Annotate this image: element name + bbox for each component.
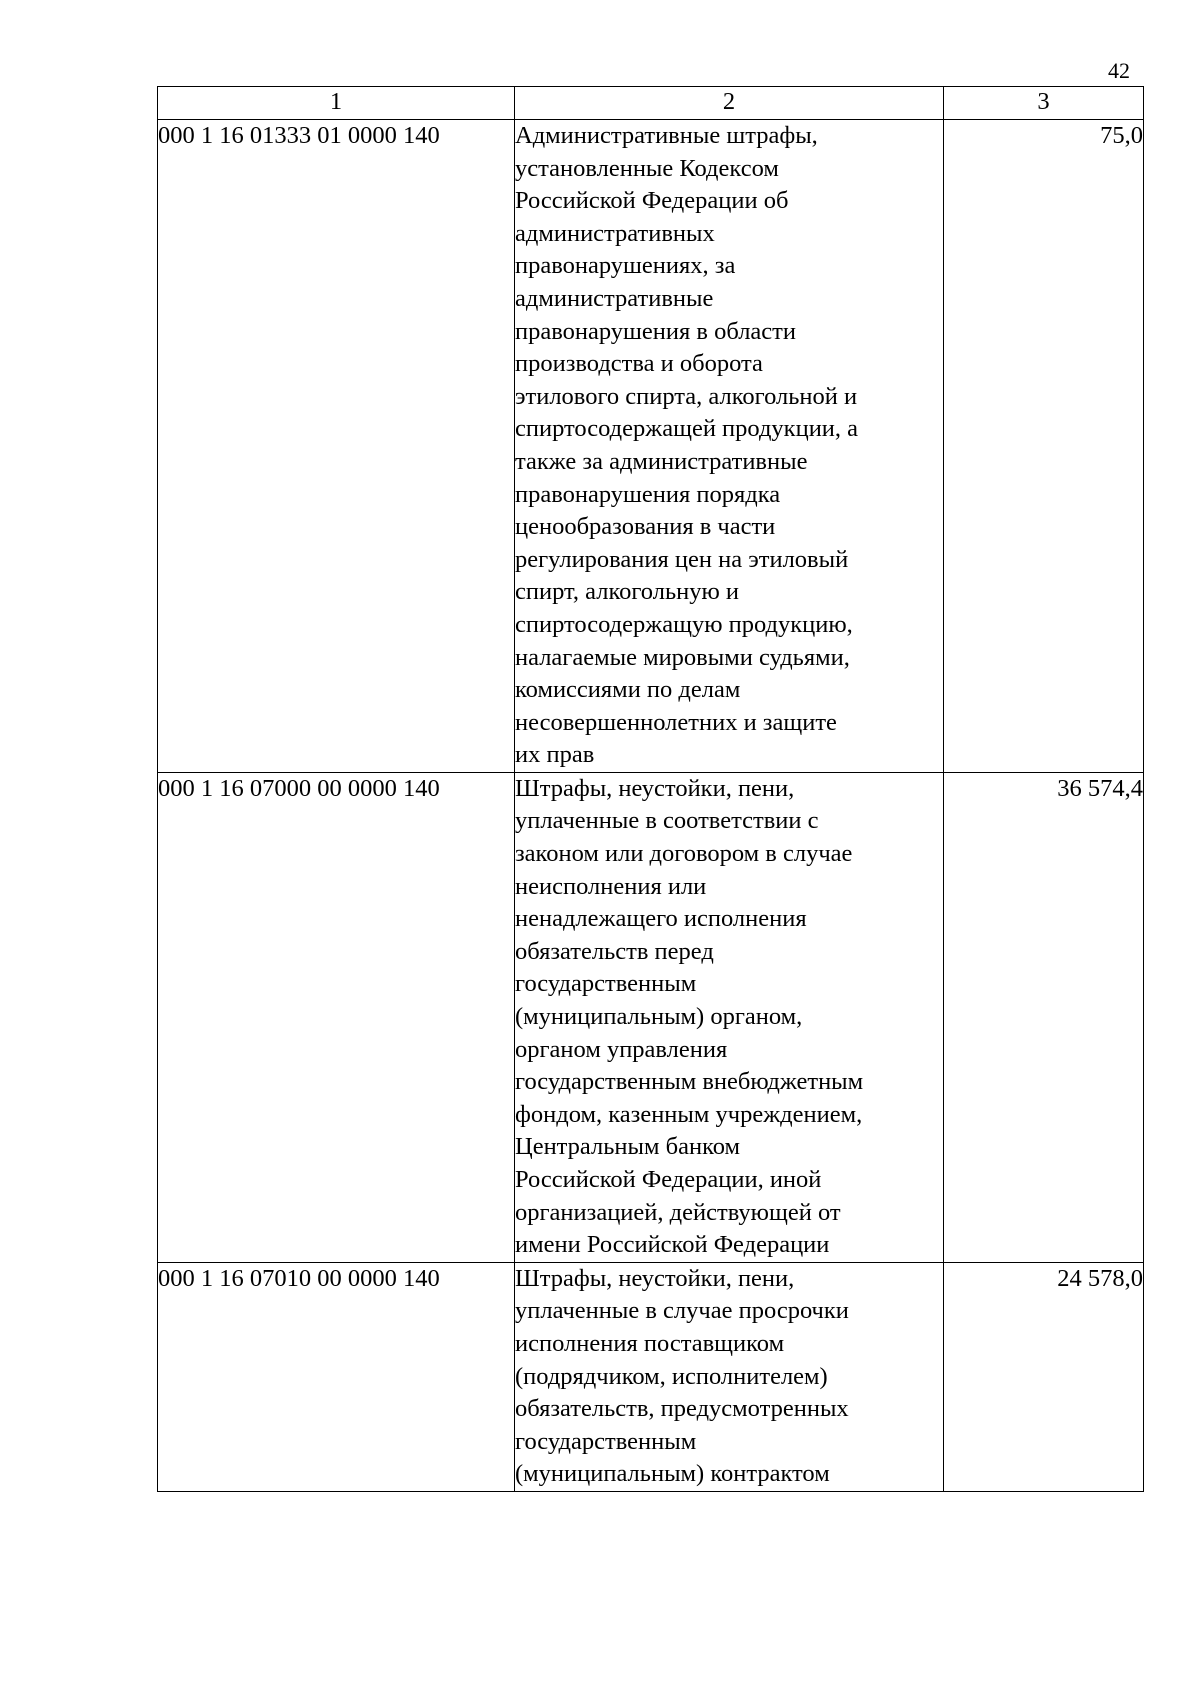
amount-cell: 24 578,0 <box>944 1262 1144 1491</box>
description-line: государственным <box>515 1427 697 1455</box>
description-line: правонарушения порядка <box>515 480 781 508</box>
description-line: Штрафы, неустойки, пени, <box>515 1264 795 1292</box>
description-line: Центральным банком <box>515 1133 741 1161</box>
header-row <box>158 87 1144 120</box>
description-line: государственным <box>515 970 697 998</box>
description-line: Штрафы, неустойки, пени, <box>515 774 795 802</box>
description-line: уплаченные в случае просрочки <box>515 1297 849 1325</box>
description-line: неисполнения или <box>515 872 707 900</box>
description-line: ценообразования в части <box>515 513 776 541</box>
description-line: налагаемые мировыми судьями, <box>515 643 850 671</box>
description-line: законом или договором в случае <box>515 840 853 868</box>
description-line: (муниципальным) органом, <box>515 1003 803 1031</box>
table-row <box>158 1262 1144 1491</box>
description-line: этилового спирта, алкогольной и <box>515 382 858 410</box>
description-line: обязательств перед <box>515 937 714 965</box>
description-line: комиссиями по делам <box>515 676 741 704</box>
description-line: их прав <box>515 741 595 769</box>
description-line: исполнения поставщиком <box>515 1329 785 1357</box>
table-body <box>158 120 1144 1492</box>
table-header <box>158 87 1144 120</box>
description-cell <box>515 120 944 773</box>
header-col-3: 3 <box>944 87 1144 120</box>
description-line: Российской Федерации, иной <box>515 1166 822 1193</box>
description-line: спирт, алкогольную и <box>515 578 740 606</box>
description-line: установленные Кодексом <box>515 154 779 182</box>
description-line: несовершеннолетних и защите <box>515 708 837 736</box>
table-row <box>158 772 1144 1262</box>
amount-cell: 36 574,4 <box>944 772 1144 1262</box>
description-line: спиртосодержащей продукции, а <box>515 415 859 443</box>
description-line: производства и оборота <box>515 350 763 378</box>
description-cell <box>515 772 944 1262</box>
description-line: (подрядчиком, исполнителем) <box>515 1362 828 1390</box>
header-col-1: 1 <box>158 87 515 120</box>
budget-table <box>157 86 1144 1492</box>
amount-cell: 75,0 <box>944 120 1144 773</box>
description-line: административные <box>515 284 714 312</box>
description-line: органом управления <box>515 1035 728 1063</box>
description-line: имени Российской Федерации <box>515 1231 830 1259</box>
description-line: также за административные <box>515 447 808 475</box>
description-line: административных <box>515 219 715 247</box>
description-line: уплаченные в соответствии с <box>515 807 819 835</box>
description-line: государственным внебюджетным <box>515 1068 864 1096</box>
description-cell <box>515 1262 944 1491</box>
table-row <box>158 120 1144 773</box>
description-line: Российской Федерации об <box>515 187 789 215</box>
budget-code-cell: 000 1 16 07010 00 0000 140 <box>158 1262 515 1491</box>
description-line: организацией, действующей от <box>515 1198 841 1226</box>
description-line: фондом, казенным учреждением, <box>515 1100 863 1128</box>
description-line: (муниципальным) контрактом <box>515 1460 830 1488</box>
description-line: правонарушениях, за <box>515 252 736 280</box>
description-line: Административные штрафы, <box>515 122 818 149</box>
description-line: правонарушения в области <box>515 317 796 345</box>
description-line: обязательств, предусмотренных <box>515 1395 849 1423</box>
budget-code-cell: 000 1 16 01333 01 0000 140 <box>158 120 515 773</box>
description-line: спиртосодержащую продукцию, <box>515 610 853 638</box>
description-line: регулирования цен на этиловый <box>515 545 849 573</box>
budget-code-cell: 000 1 16 07000 00 0000 140 <box>158 772 515 1262</box>
header-col-2: 2 <box>515 87 944 120</box>
description-line: ненадлежащего исполнения <box>515 905 807 933</box>
page-number: 42 <box>1108 58 1130 83</box>
